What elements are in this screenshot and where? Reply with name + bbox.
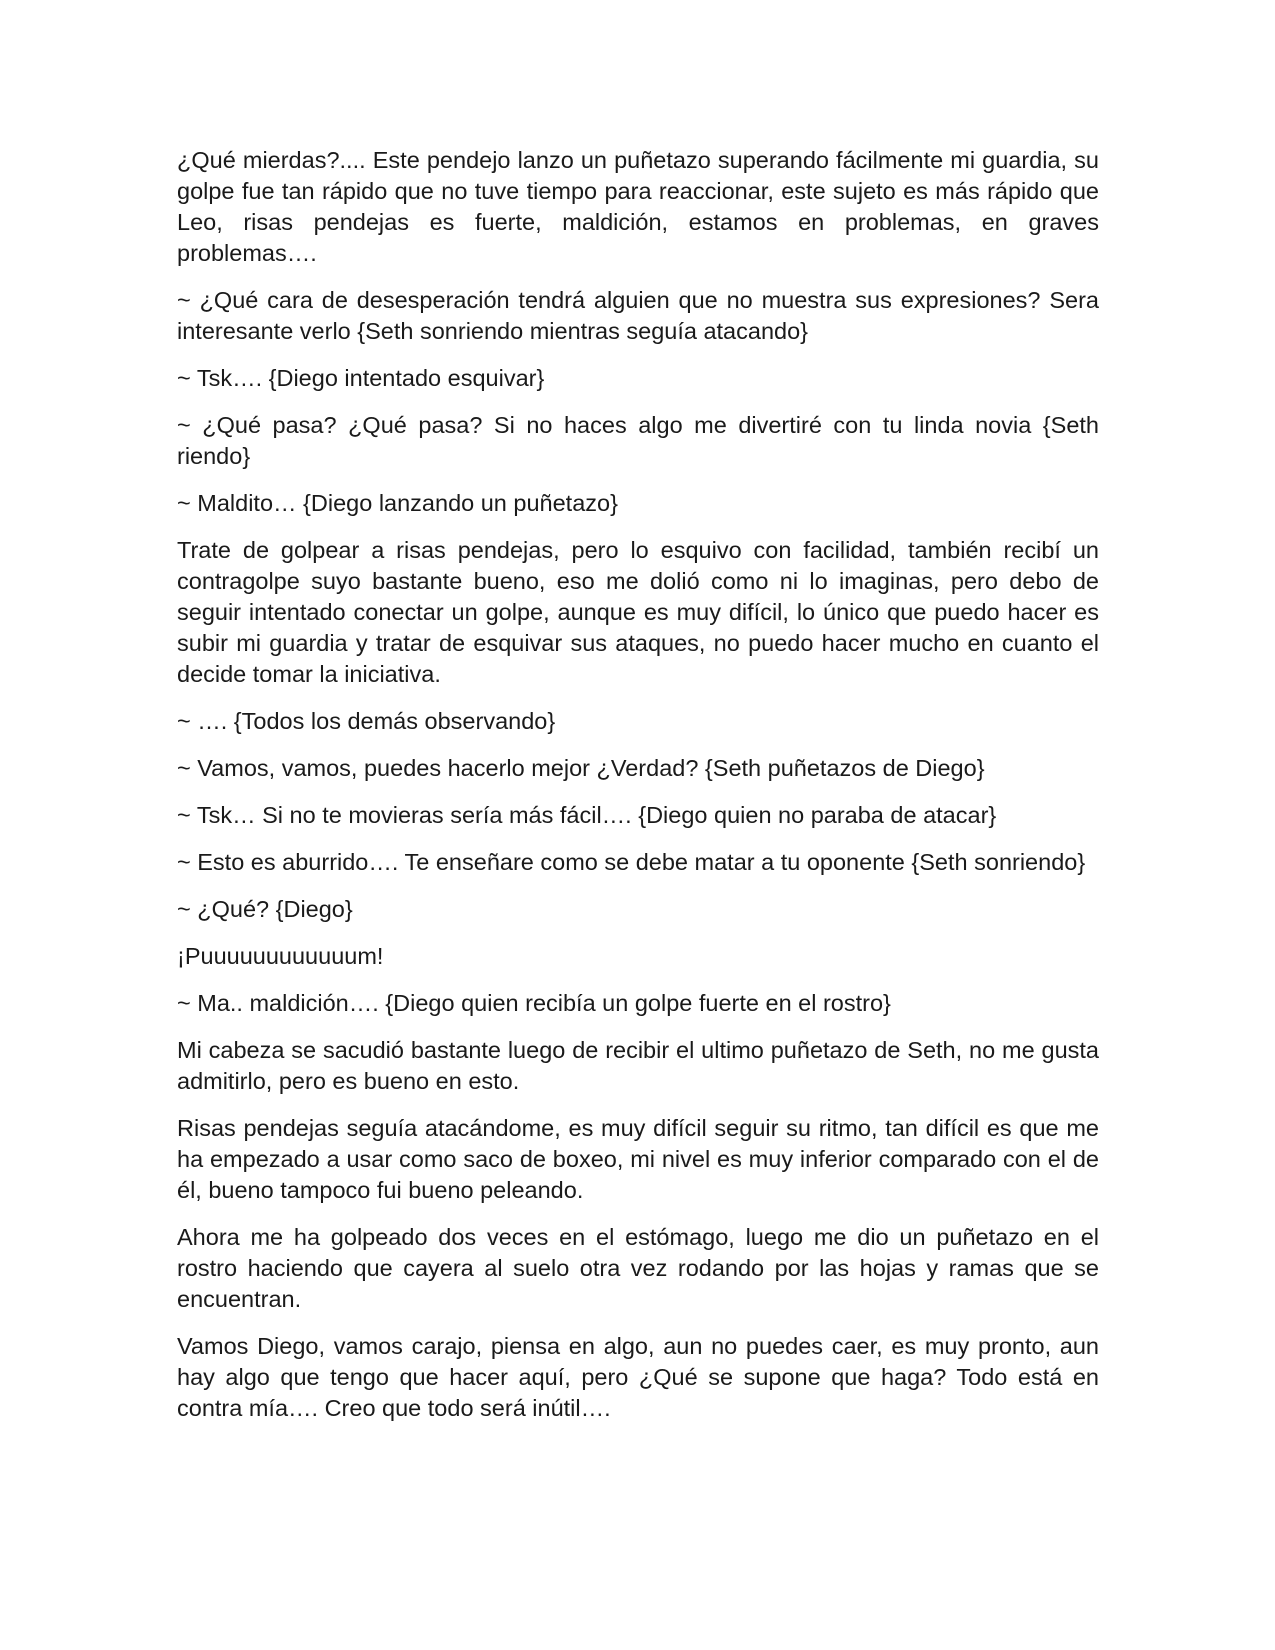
paragraph: ¿Qué mierdas?.... Este pendejo lanzo un puñetazo superando fácilmente mi guardia, su golpe fue tan rápido que no tuve tiempo para reaccionar, este sujeto es más rápido que Leo, risas pendejas es fuerte, maldición, estamos en problemas, en graves problemas…. bbox=[177, 147, 1099, 266]
dialogue-line: ~ …. {Todos los demás observando} bbox=[177, 708, 556, 734]
dialogue-line: ~ Maldito… {Diego lanzando un puñetazo} bbox=[177, 490, 618, 516]
dialogue-line: ~ ¿Qué pasa? ¿Qué pasa? Si no haces algo me divertiré con tu linda novia {Seth riendo} bbox=[177, 412, 1099, 469]
dialogue-line: ~ ¿Qué? {Diego} bbox=[177, 896, 353, 922]
dialogue-line: ~ Ma.. maldición…. {Diego quien recibía un golpe fuerte en el rostro} bbox=[177, 990, 891, 1016]
sound-effect: ¡Puuuuuuuuuuuum! bbox=[177, 943, 384, 969]
paragraph: Vamos Diego, vamos carajo, piensa en algo, aun no puedes caer, es muy pronto, aun hay algo que tengo que hacer aquí, pero ¿Qué se supone que haga? Todo está en contra mía…. Creo que todo será inútil…. bbox=[177, 1333, 1099, 1421]
dialogue-line: ~ Tsk…. {Diego intentado esquivar} bbox=[177, 365, 545, 391]
dialogue-line: ~ Esto es aburrido…. Te enseñare como se debe matar a tu oponente {Seth sonriendo} bbox=[177, 849, 1086, 875]
paragraph: Mi cabeza se sacudió bastante luego de recibir el ultimo puñetazo de Seth, no me gusta admitirlo, pero es bueno en esto. bbox=[177, 1037, 1099, 1094]
paragraph: Risas pendejas seguía atacándome, es muy difícil seguir su ritmo, tan difícil es que me ha empezado a usar como saco de boxeo, mi nivel es muy inferior comparado con el de él, bueno tampoco fui bueno peleando. bbox=[177, 1115, 1099, 1203]
dialogue-line: ~ ¿Qué cara de desesperación tendrá alguien que no muestra sus expresiones? Sera interesante verlo {Seth sonriendo mientras seguía atacando} bbox=[177, 287, 1099, 344]
dialogue-line: ~ Vamos, vamos, puedes hacerlo mejor ¿Verdad? {Seth puñetazos de Diego} bbox=[177, 755, 985, 781]
paragraph: Ahora me ha golpeado dos veces en el estómago, luego me dio un puñetazo en el rostro haciendo que cayera al suelo otra vez rodando por las hojas y ramas que se encuentran. bbox=[177, 1224, 1099, 1312]
document-page bbox=[177, 145, 1099, 1440]
paragraph: Trate de golpear a risas pendejas, pero lo esquivo con facilidad, también recibí un contragolpe suyo bastante bueno, eso me dolió como ni lo imaginas, pero debo de seguir intentado conectar un golpe, aunque es muy difícil, lo único que puedo hacer es subir mi guardia y tratar de esquivar sus ataques, no puedo hacer mucho en cuanto el decide tomar la iniciativa. bbox=[177, 537, 1099, 687]
dialogue-line: ~ Tsk… Si no te movieras sería más fácil…. {Diego quien no paraba de atacar} bbox=[177, 802, 997, 828]
